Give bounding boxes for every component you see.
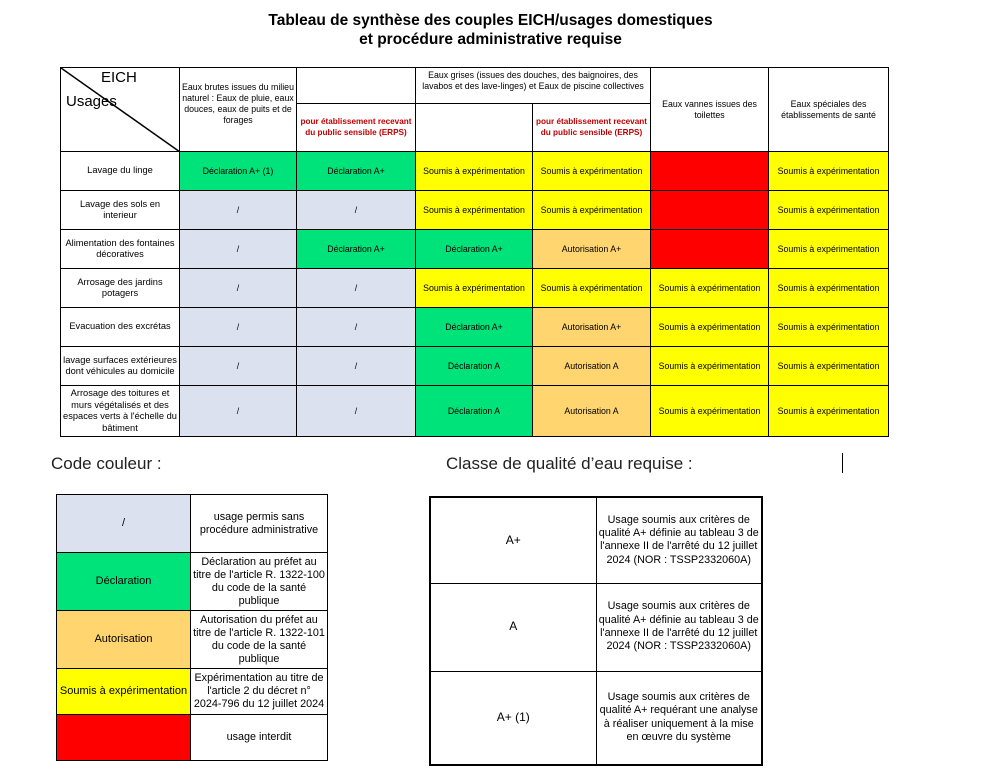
usage-cell: Soumis à expérimentation xyxy=(416,269,533,308)
usage-cell: Soumis à expérimentation xyxy=(533,152,651,191)
quality-description: Usage soumis aux critères de qualité A+ définie au tableau 3 de l'annexe II de l'arrêté du 12 juillet 2024 (NOR : TSSP2332060A) xyxy=(596,583,762,671)
usage-cell: / xyxy=(180,191,297,230)
table-row xyxy=(61,269,889,308)
usage-cell: Soumis à expérimentation xyxy=(769,152,889,191)
usage-cell: / xyxy=(180,269,297,308)
usage-cell xyxy=(651,152,769,191)
title-line-1: Tableau de synthèse des couples EICH/usages domestiques xyxy=(268,12,713,29)
usage-cell: Soumis à expérimentation xyxy=(769,269,889,308)
usage-cell: / xyxy=(180,308,297,347)
header-brutes-erps: pour établissement recevant du public sensible (ERPS) xyxy=(297,104,416,152)
quality-class-table xyxy=(429,496,763,766)
usage-cell: / xyxy=(180,386,297,437)
usage-cell: / xyxy=(180,230,297,269)
corner-usages-label: Usages xyxy=(66,93,117,110)
legend-swatch: Déclaration xyxy=(57,553,191,611)
usage-cell: Soumis à expérimentation xyxy=(651,269,769,308)
usage-cell: Soumis à expérimentation xyxy=(769,386,889,437)
usage-cell: Soumis à expérimentation xyxy=(769,347,889,386)
usage-cell xyxy=(651,230,769,269)
text-cursor xyxy=(842,453,843,473)
usage-cell: Déclaration A xyxy=(416,386,533,437)
table-row xyxy=(61,308,889,347)
usage-cell: Soumis à expérimentation xyxy=(416,152,533,191)
header-eaux-brutes-group-top xyxy=(297,68,416,104)
table-row xyxy=(61,230,889,269)
legend-description: Expérimentation au titre de l'article 2 du décret n° 2024-796 du 12 juillet 2024 xyxy=(191,669,328,715)
quality-row xyxy=(430,497,762,583)
header-eaux-vannes: Eaux vannes issues des toilettes xyxy=(651,68,769,152)
quality-code: A+ xyxy=(430,497,596,583)
usage-cell: Soumis à expérimentation xyxy=(769,191,889,230)
usage-cell: / xyxy=(297,347,416,386)
usage-cell: Déclaration A xyxy=(416,347,533,386)
usage-cell: Autorisation A+ xyxy=(533,230,651,269)
usage-cell: Soumis à expérimentation xyxy=(769,230,889,269)
legend-description: usage permis sans procédure administrative xyxy=(191,495,328,553)
legend-row xyxy=(57,669,328,715)
row-label: Alimentation des fontaines décoratives xyxy=(61,230,180,269)
legend-description: Autorisation du préfet au titre de l'article R. 1322-101 du code de la santé publique xyxy=(191,611,328,669)
usage-cell: Autorisation A xyxy=(533,386,651,437)
row-label: Arrosage des toitures et murs végétalisés et des espaces verts à l'échelle du bâtiment xyxy=(61,386,180,437)
color-code-heading: Code couleur : xyxy=(51,454,162,473)
table-row xyxy=(61,386,889,437)
usage-cell: Autorisation A+ xyxy=(533,308,651,347)
usage-cell: Soumis à expérimentation xyxy=(416,191,533,230)
quality-row xyxy=(430,583,762,671)
quality-class-heading: Classe de qualité d’eau requise : xyxy=(446,454,693,473)
corner-header-cell xyxy=(61,68,180,152)
row-label: Lavage des sols en interieur xyxy=(61,191,180,230)
quality-description: Usage soumis aux critères de qualité A+ définie au tableau 3 de l'annexe II de l'arrêté du 12 juillet 2024 (NOR : TSSP2332060A) xyxy=(596,497,762,583)
corner-eich-label: EICH xyxy=(101,69,137,86)
legend-row xyxy=(57,495,328,553)
usage-cell: Soumis à expérimentation xyxy=(651,386,769,437)
row-label: lavage surfaces extérieures dont véhicules au domicile xyxy=(61,347,180,386)
usage-cell: / xyxy=(297,191,416,230)
legend-swatch: Autorisation xyxy=(57,611,191,669)
header-eaux-brutes: Eaux brutes issues du milieu naturel : Eaux de pluie, eaux douces, eaux de puits et de forages xyxy=(180,68,297,152)
legend-row xyxy=(57,611,328,669)
header-grises-standard xyxy=(416,104,533,152)
usage-cell: Déclaration A+ (1) xyxy=(180,152,297,191)
header-eaux-grises: Eaux grises (issues des douches, des baignoires, des lavabos et des lave-linges) et Eaux de piscine collectives xyxy=(416,68,651,104)
usage-cell: Soumis à expérimentation xyxy=(769,308,889,347)
usage-cell: Soumis à expérimentation xyxy=(533,191,651,230)
synthesis-table-body xyxy=(61,152,889,437)
usage-cell: / xyxy=(180,347,297,386)
quality-row xyxy=(430,671,762,765)
usage-cell: Déclaration A+ xyxy=(297,230,416,269)
row-label: Evacuation des excrétas xyxy=(61,308,180,347)
usage-cell: / xyxy=(297,386,416,437)
usage-cell: Autorisation A xyxy=(533,347,651,386)
quality-description: Usage soumis aux critères de qualité A+ requérant une analyse à réaliser uniquement à la mise en œuvre du système xyxy=(596,671,762,765)
title-line-2: et procédure administrative requise xyxy=(359,31,622,48)
legend-row xyxy=(57,553,328,611)
quality-code: A+ (1) xyxy=(430,671,596,765)
header-eaux-speciales: Eaux spéciales des établissements de santé xyxy=(769,68,889,152)
usage-cell: / xyxy=(297,308,416,347)
row-label: Arrosage des jardins potagers xyxy=(61,269,180,308)
usage-cell: Déclaration A+ xyxy=(297,152,416,191)
usage-cell: Déclaration A+ xyxy=(416,230,533,269)
legend-swatch: Soumis à expérimentation xyxy=(57,669,191,715)
legend-description: usage interdit xyxy=(191,715,328,761)
legend-row xyxy=(57,715,328,761)
legend-description: Déclaration au préfet au titre de l'article R. 1322-100 du code de la santé publique xyxy=(191,553,328,611)
legend-swatch: / xyxy=(57,495,191,553)
quality-code: A xyxy=(430,583,596,671)
usage-cell: Déclaration A+ xyxy=(416,308,533,347)
usage-cell xyxy=(651,191,769,230)
usage-cell: Soumis à expérimentation xyxy=(533,269,651,308)
row-label: Lavage du linge xyxy=(61,152,180,191)
usage-cell: Soumis à expérimentation xyxy=(651,347,769,386)
table-row xyxy=(61,191,889,230)
page-title xyxy=(0,11,981,49)
synthesis-table xyxy=(60,67,889,437)
usage-cell: Soumis à expérimentation xyxy=(651,308,769,347)
legend-swatch xyxy=(57,715,191,761)
header-grises-erps: pour établissement recevant du public sensible (ERPS) xyxy=(533,104,651,152)
color-legend-table xyxy=(56,494,328,761)
table-row xyxy=(61,347,889,386)
usage-cell: / xyxy=(297,269,416,308)
table-row xyxy=(61,152,889,191)
